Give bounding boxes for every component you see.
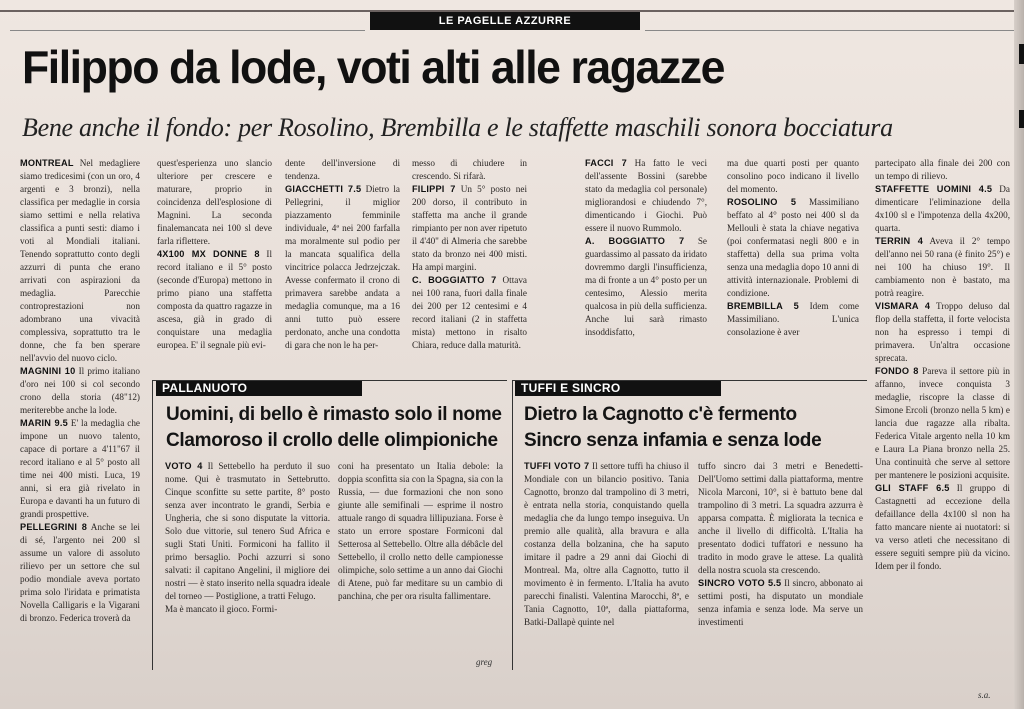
page-edge	[1014, 0, 1024, 709]
paragraph-text: Anche se lei di sé, l'argento nei 200 sl assume un valore di assoluto rilievo per un settore che sul podio mondiale aveva portato prima solo l'iridata e primatista Novella Calligaris e la Vigarani di bronzo. Federica troverà da	[20, 522, 140, 623]
edge-mark	[1019, 44, 1024, 64]
rating-label: SINCRO VOTO 5.5	[698, 578, 782, 588]
paragraph	[875, 300, 1010, 365]
edge-mark	[1019, 110, 1024, 128]
tuffi-column-2	[698, 460, 863, 670]
paragraph-text: Il sincro, abbonato ai settimi posti, ha disputato un mondiale senza infamia e senza lode. Ma serve un investimenti	[698, 578, 863, 627]
paragraph-text: partecipato alla finale dei 200 con un tempo di rilievo.	[875, 158, 1010, 181]
paragraph	[412, 183, 527, 274]
box-border	[152, 380, 153, 670]
rating-label: FONDO 8	[875, 366, 919, 376]
paragraph	[20, 157, 140, 365]
paragraph	[585, 157, 707, 235]
rating-label: MAGNINI 10	[20, 366, 76, 376]
paragraph-text: Massimiliano beffato al 4° posto nei 400 sl da Mellouli è stata la chiave negativa (poi confermatasi negli 800 e in staffetta) della sua prima volta senza una medaglia dopo 10 anni di attività internazionale. Problemi di condizione.	[727, 197, 859, 298]
paragraph	[20, 521, 140, 625]
rating-label: STAFFETTE UOMINI 4.5	[875, 184, 993, 194]
paragraph	[875, 365, 1010, 482]
paragraph-text: Troppo deluso dal flop della staffetta, il forte velocista non ha espresso i tempi di primavera. Un'altra occasione sprecata.	[875, 301, 1010, 363]
section-tag-tuffi: TUFFI E SINCRO	[515, 381, 721, 396]
column-1	[20, 157, 140, 697]
rating-label: FACCI 7	[585, 158, 627, 168]
box-border	[512, 380, 513, 670]
column-3	[285, 157, 400, 372]
section-tag-pallanuoto: PALLANUOTO	[156, 381, 362, 396]
section-kicker: LE PAGELLE AZZURRE	[370, 12, 640, 30]
rating-label: MARIN 9.5	[20, 418, 68, 428]
rating-label: VISMARA 4	[875, 301, 931, 311]
paragraph-text: Un 5° posto nei 200 dorso, il contributo in staffetta ma anche il grande rimpianto per non aver ripetuto il 4'40" di Almeria che sarebbe stato da bronzo nei 400 misti. Ha ampi margini.	[412, 184, 527, 272]
rating-label: VOTO 4	[165, 461, 203, 471]
paragraph	[165, 460, 330, 603]
paragraph	[875, 157, 1010, 183]
pallanuoto-column-1	[165, 460, 330, 670]
paragraph	[698, 460, 863, 577]
paragraph-text: Il settore tuffi ha chiuso il Mondiale con un bilancio positivo. Tania Cagnotto, bronzo dal trampolino di 3 metri, è entrata nella storia, conquistando quella medaglia che da lungo tempo inseguiva. Un premio alle qualità, alla bravura e alla costanza della bolzanina, che ha saputo imitare il padre a 29 anni dai Giochi di Montreal. Ma, oltre alla Cagnotto, tutto il movimento è in fermento. L'Italia ha avuto parecchi finalisti. Valentina Marocchi, 8ª, e Tania Cagnotto, 10ª, dalla piattaforma, Batki-Dallapè quinte nel	[524, 461, 689, 627]
rating-label: TUFFI VOTO 7	[524, 461, 590, 471]
paragraph	[875, 235, 1010, 300]
paragraph-text: ma due quarti posti per quanto consolino poco indicano il livello del momento.	[727, 158, 859, 194]
paragraph	[338, 460, 503, 603]
tuffi-title-1: Dietro la Cagnotto c'è fermento	[524, 404, 797, 425]
paragraph	[412, 157, 527, 183]
paragraph-text: Il Settebello ha perduto il suo nome. Qui è trasmutato in Settebrutto. Cinque sconfitte su sette partite, 8° posto senza aver incontrato le grandi, Serbia e Ungheria, che si sono disputate la vittoria. Solo due vittorie, sul tenero Sud Africa e sugli Stati Uniti. Formiconi ha fallito il primo bersaglio. Pochi azzurri si sono salvati: il capitano Angelini, il migliore dei nostri — è stato inserito nella squadra ideale del torneo — Postiglione, a tratti Felugo.	[165, 461, 330, 601]
kicker-rule-right	[645, 30, 1015, 31]
paragraph	[20, 365, 140, 417]
paragraph	[875, 482, 1010, 573]
paragraph	[875, 183, 1010, 235]
paragraph-text: dente dell'inversione di tendenza.	[285, 158, 400, 181]
column-4	[412, 157, 527, 372]
paragraph-text: Da dimenticare l'eliminazione della 4x100 sl e l'impotenza della 4x200, quarta.	[875, 184, 1010, 233]
paragraph-text: Dietro la Pellegrini, il miglior piazzamento femminile individuale, 4ª nei 200 farfalla ma moralmente sul podio per la mancata squalifica della vincitrice polacca Jedrzejczak. Avesse confermato il crono di primavera sarebbe andata a medaglia comunque, ma a 16 anni tutto può essere perdonato, anche una condotta di gara che non le ha per-	[285, 184, 400, 350]
paragraph-text: Ma è mancato il gioco. Formi-	[165, 604, 278, 614]
paragraph	[698, 577, 863, 629]
paragraph-text: Pareva il settore più in affanno, invece conquista 3 medaglie, riscopre la classe di Simone Ercoli (bronzo nella 5 km) e lancia due ragazze alla ribalta. Federica Vitale argento nella 10 km e Laura La Piana bronzo nella 25. Una continuità che serve al settore per mantenere le posizioni acquisite.	[875, 366, 1010, 480]
author-initials: s.a.	[978, 690, 991, 700]
rating-label: FILIPPI 7	[412, 184, 456, 194]
rating-label: GLI STAFF 6.5	[875, 483, 950, 493]
paragraph	[727, 196, 859, 300]
paragraph	[20, 417, 140, 521]
paragraph-text: Se guardassimo al passato da iridato dovremmo dargli l'insufficienza, ma di fronte a un 4° posto per un centesimo, Alessio merita qualcosa in più della sufficienza. Anche lui sarà rimasto insoddisfatto,	[585, 236, 707, 337]
paragraph	[285, 183, 400, 352]
paragraph-text: Il gruppo di Castagnetti ad eccezione della defaillance della 4x100 sl non ha fatto mancare niente ai nuotatori: si va verso atleti che necessitano di essere seguiti sempre più da vicino. Idem per il fondo.	[875, 483, 1010, 571]
paragraph-text: E' la medaglia che impone un nuovo talento, capace di portare a 4'11"67 il record italiano e al 5° posto all time nei 400 misti. Luca, 19 anni, si era già rivelato in Europa e davanti ha un futuro di grandi prospettive.	[20, 418, 140, 519]
kicker-rule-left	[10, 30, 365, 31]
column-6	[727, 157, 859, 372]
paragraph-text: coni ha presentato un Italia debole: la doppia sconfitta sia con la Spagna, sia con la Russia, — due formazioni che non sono giunte alle semifinali — esprime il nostro attuale rango di squadra lillipuziana. Forse è stato un errore spostare Formiconi dal Setterosa al Settebello. Oltre alla débâcle del Settebello, il crollo netto delle campionesse olimpiche, solo settime a un anno dai Giochi di Atene, può far meditare su un cambio di panchina, che per ora risulta fallimentare.	[338, 461, 503, 601]
paragraph-text: tuffo sincro dai 3 metri e Benedetti-Dell'Uomo settimi dalla piattaforma, mentre Nicola Marconi, 10°, si è battuto bene dal trampolino di 3 metri. La squadra azzurra è apparsa compatta. È migliorata la tecnica e anche il livello di difficoltà. L'Italia ha presentato dodici tuffatori e nessuno ha tradito in modo grave le attese. La qualità della nostra scuola sta crescendo.	[698, 461, 863, 575]
author-signature: greg	[476, 657, 493, 667]
paragraph-text: Idem come Massimiliano. L'unica consolazione è aver	[727, 301, 859, 337]
paragraph	[524, 460, 689, 629]
tuffi-title-2: Sincro senza infamia e senza lode	[524, 430, 822, 451]
tuffi-column-1	[524, 460, 689, 670]
paragraph	[727, 300, 859, 339]
paragraph	[727, 157, 859, 196]
paragraph-text: Il primo italiano d'oro nei 100 si col secondo crono della storia (48"12) meriterebbe anche la lode.	[20, 366, 140, 415]
paragraph	[585, 235, 707, 339]
rating-label: ROSOLINO 5	[727, 197, 797, 207]
paragraph	[157, 248, 272, 352]
paragraph-text: Nel medagliere siamo tredicesimi (con un oro, 4 argenti e 3 bronzi), nella classifica per medaglie in corsia siamo settimi e nella relativa classifica a punti sesti: diamo i voti al Mondiali italiani. Tenendo soprattutto conto degli azzurri di punta che erano arrivati con aspirazioni da medaglia. Parecchie controprestazioni non adombrano una vivacità complessiva, soprattutto tra le donne, che fa ben sperare nell'avvio del nuovo ciclo.	[20, 158, 140, 363]
subheadline: Bene anche il fondo: per Rosolino, Brembilla e le staffette maschili sonora bocciatura	[22, 113, 893, 142]
paragraph-text: Aveva il 2° tempo dell'anno nei 50 rana (è finito 25°) e nei 100 ha chiuso 19°. Il cambiamento non è bastato, ma potrà reagire.	[875, 236, 1010, 298]
rating-label: C. BOGGIATTO 7	[412, 275, 497, 285]
column-7	[875, 157, 1010, 687]
paragraph	[285, 157, 400, 183]
pallanuoto-title-2: Clamoroso il crollo delle olimpioniche	[166, 430, 498, 451]
pallanuoto-title-1: Uomini, di bello è rimasto solo il nome	[166, 404, 502, 425]
paragraph-text: quest'esperienza uno slancio ulteriore per crescere e maturare, proprio in coincidenza dell'esplosione di Magnini. La seconda finalemancata nei 100 sl deve farla riflettere.	[157, 158, 272, 246]
paragraph	[412, 274, 527, 352]
pallanuoto-column-2	[338, 460, 503, 660]
rating-label: GIACCHETTI 7.5	[285, 184, 362, 194]
paragraph-text: Ottava nei 100 rana, fuori dalla finale dei 200 per 12 centesimi e 4 record italiani (2 in staffetta mista) mettono in risalto Chiara, reduce dalla maturità.	[412, 275, 527, 350]
headline: Filippo da lode, voti alti alle ragazze	[22, 41, 724, 93]
dateline: MONTREAL	[20, 158, 74, 168]
rating-label: TERRIN 4	[875, 236, 924, 246]
column-5	[585, 157, 707, 372]
paragraph-text: Ha fatto le veci dell'assente Bossini (sarebbe stato da medaglia col personale) migliorandosi e chiudendo 7°, dimenticando i Giochi. Può essere il nuovo Rummolo.	[585, 158, 707, 233]
rating-label: A. BOGGIATTO 7	[585, 236, 685, 246]
rating-label: PELLEGRINI 8	[20, 522, 88, 532]
rating-label: BREMBILLA 5	[727, 301, 799, 311]
paragraph-text: messo di chiudere in crescendo. Si rifarà.	[412, 158, 527, 181]
paragraph	[157, 157, 272, 248]
paragraph-text: Il record italiano e il 5° posto (seconde d'Europa) mettono in primo piano una staffetta composta da quattro ragazze in ascesa, già in grado di conquistare una medaglia europea. E' il segnale più evi-	[157, 249, 272, 350]
column-2	[157, 157, 272, 372]
rating-label: 4X100 MX DONNE 8	[157, 249, 260, 259]
paragraph	[165, 603, 330, 616]
